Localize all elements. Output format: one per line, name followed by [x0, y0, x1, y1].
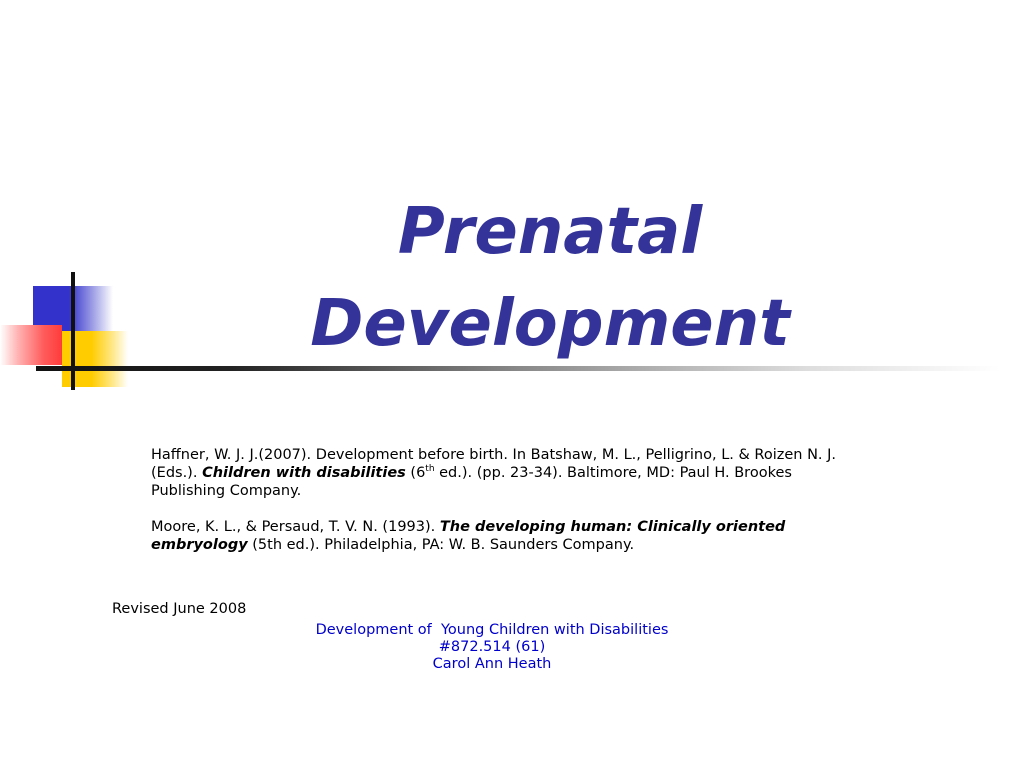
title-line-1: Prenatal	[397, 195, 703, 269]
course-number: #872.514 (61)	[438, 639, 546, 655]
course-footer	[222, 622, 762, 673]
instructor-name: Carol Ann Heath	[432, 656, 552, 672]
decorative-red-square	[0, 325, 62, 365]
reference-details: (5th ed.). Philadelphia, PA: W. B. Saunders Company.	[247, 537, 635, 553]
references-list	[151, 446, 841, 572]
reference-details: ed.). (pp. 23-34). Baltimore, MD: Paul H. Brookes Publishing Company.	[151, 465, 792, 499]
reference-edition: (6	[405, 465, 426, 481]
reference-book-title: The developing human: Clinically oriented embryology	[151, 519, 786, 553]
reference-item	[151, 446, 841, 500]
course-name: Development of Young Children with Disabilities	[315, 622, 669, 638]
reference-authors: Moore, K. L., & Persaud, T. V. N. (1993).	[151, 519, 440, 535]
decorative-vertical-line	[71, 272, 75, 390]
revised-date: Revised June 2008	[112, 601, 247, 617]
reference-book-title: Children with disabilities	[202, 465, 406, 481]
title-line-2: Development	[310, 287, 790, 361]
reference-authors: Haffner, W. J. J.(2007). Development before birth. In Batshaw, M. L., Pelligrino, L. & Roizen N. J. (Eds.).	[151, 447, 837, 481]
slide-title	[230, 186, 870, 370]
reference-edition-superscript: th	[425, 464, 435, 475]
reference-item	[151, 518, 841, 554]
